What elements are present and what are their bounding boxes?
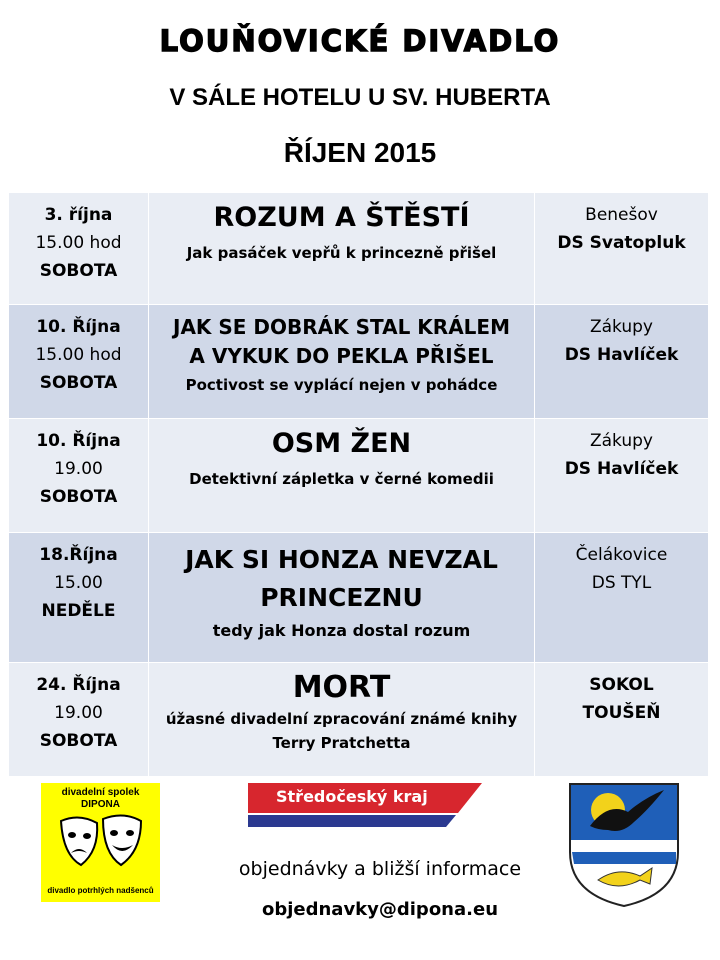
play-cell	[149, 305, 535, 419]
play-title-line-1: JAK SE DOBRÁK STAL KRÁLEM	[173, 315, 510, 339]
play-description: Detektivní zápletka v černé komedii	[189, 470, 494, 488]
date: 18.Října	[39, 545, 118, 565]
troupe-cell	[535, 193, 709, 305]
table-row	[9, 305, 709, 419]
time: 19.00	[54, 703, 103, 723]
table-row	[9, 419, 709, 533]
play-description: Jak pasáček vepřů k princezně přišel	[186, 244, 497, 262]
troupe-name: DS Havlíček	[564, 459, 679, 479]
weekday: SOBOTA	[39, 487, 118, 507]
troupe-town: Zákupy	[589, 431, 653, 451]
play-description-line-1: úžasné divadelní zpracování známé knihy	[165, 710, 518, 728]
dipona-logo	[41, 783, 160, 902]
play-title: ROZUM A ŠTĚSTÍ	[213, 202, 470, 233]
venue-subtitle: V SÁLE HOTELU U SV. HUBERTA	[169, 84, 551, 111]
coat-of-arms-icon	[568, 782, 680, 908]
date-cell	[9, 419, 149, 533]
region-name: Středočeský kraj	[276, 787, 428, 806]
weekday: SOBOTA	[39, 261, 118, 281]
table-row	[9, 663, 709, 777]
play-description: tedy jak Honza dostal rozum	[212, 621, 471, 640]
date-cell	[9, 193, 149, 305]
time: 15.00 hod	[35, 345, 122, 365]
play-title: MORT	[292, 670, 391, 705]
play-title: OSM ŽEN	[271, 428, 412, 459]
dipona-logo-motto: divadlo potrhlých nadšenců	[47, 886, 154, 895]
troupe-name: DS TYL	[591, 573, 652, 593]
troupe-cell	[535, 533, 709, 663]
date: 10. Října	[36, 431, 121, 451]
play-description: Poctivost se vyplácí nejen v pohádce	[185, 376, 498, 394]
dipona-logo-title: divadelní spolek DIPONA	[61, 787, 140, 810]
weekday: SOBOTA	[39, 731, 118, 751]
table-row	[9, 533, 709, 663]
troupe-town: Zákupy	[589, 317, 653, 337]
date: 3. října	[44, 205, 113, 225]
troupe-name: TOUŠEŇ	[582, 703, 661, 723]
time: 19.00	[54, 459, 103, 479]
month-heading: ŘÍJEN 2015	[283, 137, 437, 168]
play-title-line-2: PRINCEZNU	[260, 583, 423, 612]
play-cell	[149, 419, 535, 533]
time: 15.00 hod	[35, 233, 122, 253]
play-description-line-2: Terry Pratchetta	[272, 734, 411, 752]
theatre-masks-icon	[55, 811, 147, 885]
troupe-town: SOKOL	[589, 675, 654, 695]
date: 10. Října	[36, 317, 121, 337]
region-logo	[248, 783, 482, 827]
program-table	[8, 192, 709, 777]
date-cell	[9, 663, 149, 777]
play-title-line-2: A VYKUK DO PEKLA PŘIŠEL	[189, 344, 494, 368]
troupe-name: DS Svatopluk	[557, 233, 686, 253]
troupe-cell	[535, 419, 709, 533]
footer-info: objednávky a bližší informace	[238, 858, 522, 880]
page-title: LOUŇOVICKÉ DIVADLO	[159, 24, 561, 58]
date-cell	[9, 533, 149, 663]
troupe-town: Benešov	[585, 205, 658, 225]
play-cell	[149, 533, 535, 663]
weekday: SOBOTA	[39, 373, 118, 393]
play-title-line-1: JAK SI HONZA NEVZAL	[185, 545, 498, 574]
time: 15.00	[54, 573, 103, 593]
footer-email[interactable]: objednavky@dipona.eu	[261, 899, 499, 920]
play-cell	[149, 193, 535, 305]
date: 24. Října	[36, 675, 121, 695]
troupe-town: Čelákovice	[575, 545, 668, 565]
table-row	[9, 193, 709, 305]
troupe-cell	[535, 663, 709, 777]
date-cell	[9, 305, 149, 419]
play-cell	[149, 663, 535, 777]
weekday: NEDĚLE	[41, 601, 116, 621]
troupe-name: DS Havlíček	[564, 345, 679, 365]
troupe-cell	[535, 305, 709, 419]
